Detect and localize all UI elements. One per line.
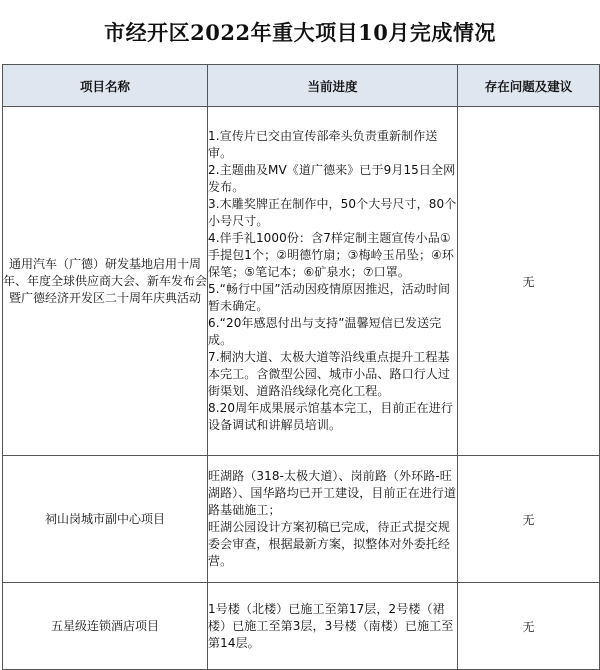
progress-item: 1号楼（北楼）已施工至第17层，2号楼（裙楼）已施工至第3层，3号楼（南楼）已施工至第14层。 <box>208 601 454 650</box>
project-name-cell: 通用汽车（广德）研发基地启用十周年、年度全球供应商大会、新车发布会暨广德经济开发区二十周年庆典活动 <box>3 107 208 456</box>
progress-item: 8.20周年成果展示馆基本完工，目前正在进行设备调试和讲解员培训。 <box>208 401 453 432</box>
project-name-cell: 祠山岗城市副中心项目 <box>3 456 208 583</box>
progress-item: 6.“20年感恩付出与支持”温馨短信已发送完成。 <box>208 316 442 347</box>
project-name-cell: 五星级连锁酒店项目 <box>3 583 208 670</box>
issue-cell: 无 <box>458 583 600 670</box>
progress-item: 7.桐汭大道、太极大道等沿线重点提升工程基本完工。含微型公园、城市小品、路口行人过街渠划、道路沿线绿化亮化工程。 <box>208 350 451 398</box>
progress-item: 1.宣传片已交由宣传部牵头负责重新制作送审。 <box>208 129 438 160</box>
header-project-name: 项目名称 <box>3 65 208 107</box>
header-current-progress: 当前进度 <box>208 65 458 107</box>
table-row <box>3 456 600 583</box>
progress-item: 2.主题曲及MV《道广德来》已于9月15日全网发布。 <box>208 163 456 194</box>
progress-item: 5.“畅行中国”活动因疫情原因推迟，活动时间暂未确定。 <box>208 282 451 313</box>
progress-cell <box>208 107 458 456</box>
progress-cell <box>208 583 458 670</box>
progress-item: 旺湖路（318-太极大道）、岗前路（外环路-旺湖路）、国华路均已开工建设，目前正在进行道路基础施工； <box>208 469 457 517</box>
progress-item: 4.伴手礼1000份：含7样定制主题宣传小品①手提包1个；②明德竹扇；③梅岭玉吊坠；④环保笔；⑤笔记本；⑥矿泉水；⑦口罩。 <box>208 231 455 279</box>
progress-table <box>2 64 600 670</box>
issue-cell: 无 <box>458 456 600 583</box>
progress-item: 3.木雕奖牌正在制作中，50个大号尺寸，80个小号尺寸。 <box>208 197 457 228</box>
table-header-row <box>3 65 600 107</box>
progress-item: 旺湖公园设计方案初稿已完成，待正式提交规委会审查，根据最新方案，拟整体对外委托经营。 <box>208 520 451 568</box>
issue-cell: 无 <box>458 107 600 456</box>
document-title: 市经开区2022年重大项目10月完成情况 <box>104 20 496 45</box>
progress-cell <box>208 456 458 583</box>
table-row <box>3 583 600 670</box>
table-row <box>3 107 600 456</box>
header-issues-suggestions: 存在问题及建议 <box>458 65 600 107</box>
